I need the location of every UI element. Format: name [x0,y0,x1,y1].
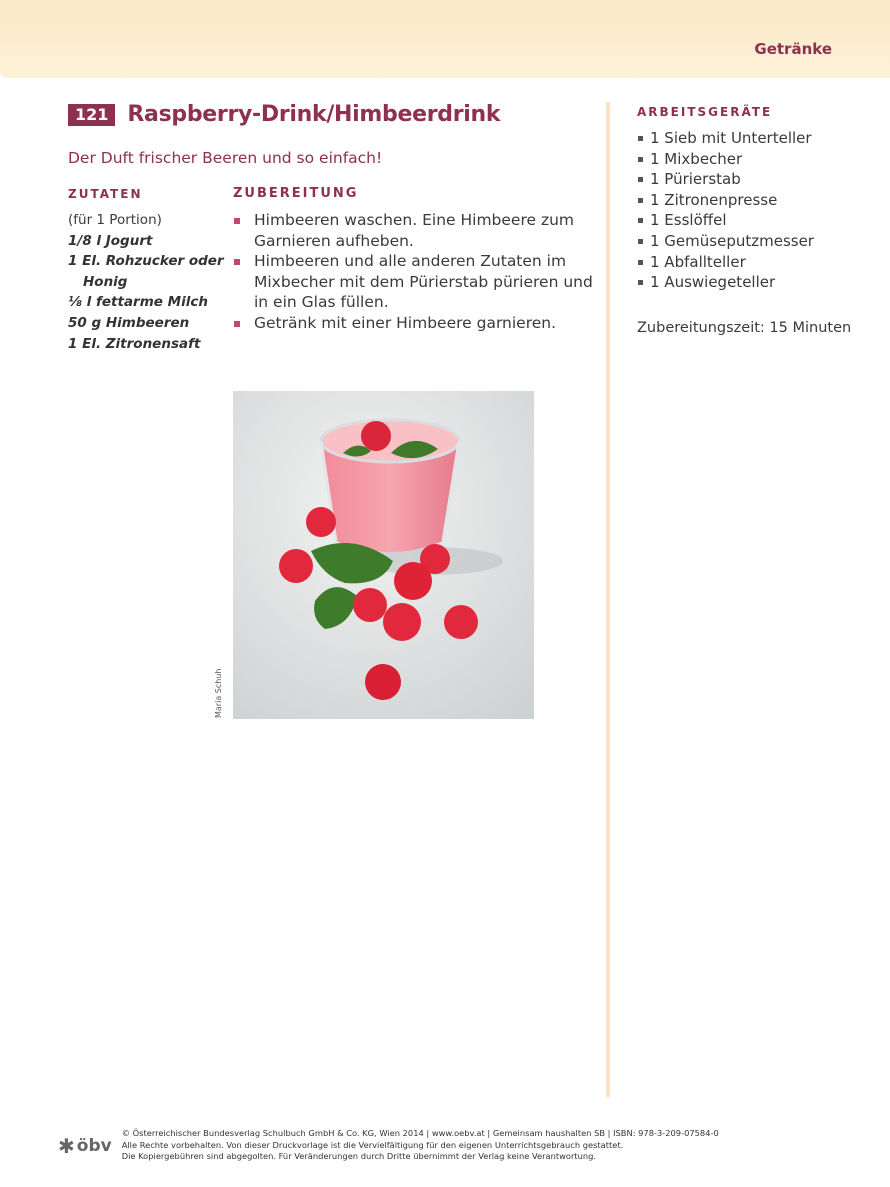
ingredient-item: 1 El. Rohzucker oder [68,253,224,270]
recipe-title: Raspberry-Drink/Himbeerdrink [127,102,501,127]
tool-item: 1 Pürierstab [637,169,814,190]
asterisk-icon: ✱ [58,1134,75,1159]
preparation-heading: ZUBEREITUNG [233,186,359,201]
tools-list [637,128,814,293]
ingredients-heading: ZUTATEN [68,187,143,201]
publisher-name: öbv [76,1136,112,1157]
preparation-step: Himbeeren und alle anderen Zutaten im Mixbecher mit dem Pürierstab pürieren und in ein Glas füllen. [233,251,593,313]
preparation-time: Zubereitungszeit: 15 Minuten [637,320,852,336]
column-divider [606,102,610,1097]
legal-line: Alle Rechte vorbehalten. Von dieser Druckvorlage ist die Vervielfältigung für den eigenen Unterrichtsgebrauch gestattet. [121,1139,624,1150]
section-tag: Getränke [754,40,832,58]
recipe-subtitle: Der Duft frischer Beeren und so einfach! [68,149,383,167]
tool-item: 1 Auswiegeteller [637,272,814,293]
tools-heading: ARBEITSGERÄTE [637,105,773,119]
preparation-step: Getränk mit einer Himbeere garnieren. [233,313,593,334]
tool-item: 1 Mixbecher [637,149,814,170]
header-band [0,0,890,78]
ingredient-item: 50 g Himbeeren [68,314,190,331]
tool-item: 1 Zitronenpresse [637,190,814,211]
ingredient-item: ⅛ l fettarme Milch [68,294,208,311]
tool-item: 1 Abfallteller [637,252,814,273]
raspberry-drink-photo [233,391,534,719]
tool-item: 1 Gemüseputzmesser [637,231,814,252]
preparation-step: Himbeeren waschen. Eine Himbeere zum Garnieren aufheben. [233,210,593,251]
ingredient-item: Honig [83,273,128,290]
footer [58,1128,719,1163]
ingredient-item: 1 El. Zitronensaft [68,335,201,352]
legal-line: Die Kopiergebühren sind abgegolten. Für Veränderungen durch Dritte übernimmt der Verlag keine Verantwortung. [121,1151,597,1161]
ingredient-item: 1/8 l Jogurt [68,232,153,249]
legal-notice [122,1128,719,1163]
title-row [68,102,500,127]
tool-item: 1 Sieb mit Unterteller [637,128,814,149]
legal-line: © Österreichischer Bundesverlag Schulbuch GmbH & Co. KG, Wien 2014 | www.oebv.at | Gemeinsam haushalten SB | ISBN: 978-3-209-07584-0 [121,1128,719,1138]
publisher-logo [58,1130,112,1163]
ingredients-list [68,210,233,354]
recipe-number-badge: 121 [68,104,115,126]
photo-credit: Maria Schuh [214,668,223,718]
preparation-steps [233,210,593,334]
portion-note: (für 1 Portion) [68,212,162,228]
tool-item: 1 Esslöffel [637,210,814,231]
